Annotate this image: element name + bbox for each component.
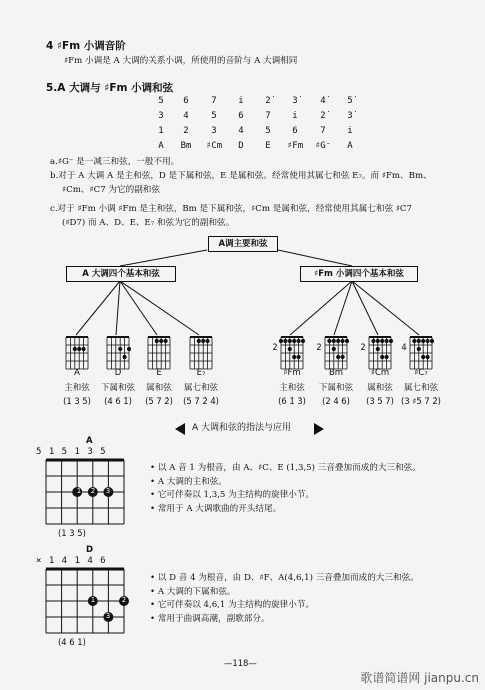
chordD-finger: (4 6 1) <box>58 637 86 647</box>
finger-dot <box>332 347 336 351</box>
finger-dot <box>197 339 201 343</box>
section4-text: ♯Fm 小调是 A 大调的关系小调，所使用的音阶与 A 大调相同 <box>64 56 298 66</box>
bullet-item: • 以 D 音 4 为根音，由 D、♯F、A(4,6,1) 三音叠加而成的大三和弦。 <box>150 573 419 583</box>
scale-chord-name: ♯Fm <box>286 141 304 151</box>
finger-dot <box>421 355 425 359</box>
finger-dot <box>118 347 122 351</box>
chordA-tab: 5 1 5 1 3 5 <box>36 447 107 457</box>
chord-function: 下属和弦 <box>100 383 135 393</box>
scale-note: 3 <box>158 111 164 121</box>
chord-function: 属七和弦 <box>183 383 218 393</box>
scale-note: 6 <box>238 111 244 121</box>
chord-diagram <box>408 336 434 370</box>
finger-dot <box>336 355 340 359</box>
scale-note: 7 <box>211 96 217 106</box>
finger-dot <box>288 339 292 343</box>
chord-diagram <box>146 336 172 370</box>
chord-diagram <box>188 336 214 370</box>
chordA-dot-2: 2 <box>90 487 96 495</box>
scale-chord-name: Bm <box>180 141 192 151</box>
chord-notes: (1 3 5) <box>63 396 91 406</box>
chord-diagram <box>279 336 305 370</box>
finger-dot <box>73 347 77 351</box>
finger-dot <box>341 355 345 359</box>
chordD-fretboard <box>40 567 130 635</box>
chord-function: 下属和弦 <box>318 383 353 393</box>
finger-dot <box>417 339 421 343</box>
chordD-bullets <box>150 572 419 626</box>
finger-dot <box>297 339 301 343</box>
finger-dot <box>201 339 205 343</box>
chordA-name: A <box>86 436 93 446</box>
chordA-dot-3: 3 <box>105 487 111 495</box>
chordA-dot-1: 1 <box>76 487 82 495</box>
section4-heading: 4 ♯Fm 小调音阶 <box>46 40 126 52</box>
finger-dot <box>376 347 380 351</box>
finger-dot <box>426 339 430 343</box>
scale-note: 4 <box>238 126 244 136</box>
scale-note: 2̇ <box>320 111 326 121</box>
bullet-item: • 它可伴奏以 1,3,5 为主结构的旋律小节。 <box>150 490 315 500</box>
chord-notes: (5 7 2̇) <box>145 396 173 406</box>
finger-dot <box>385 355 389 359</box>
left-arrow-icon <box>175 420 189 432</box>
finger-dot <box>279 339 283 343</box>
chord-notes: (2 4 6) <box>322 396 350 406</box>
chordD-name: D <box>86 545 94 555</box>
note-b: b.对于 A 大调 A 是主和弦，D 是下属和弦，E 是属和弦。经常使用其属七和弦 E₇。而 ♯Fm、Bm、 <box>50 171 432 181</box>
fret-position-marker: 4 <box>401 342 407 352</box>
scale-note: 7 <box>265 111 271 121</box>
scale-note: 5 <box>211 111 217 121</box>
finger-dot <box>327 339 331 343</box>
finger-dot <box>430 339 434 343</box>
fret-position-marker: 2 <box>272 342 278 352</box>
finger-dot <box>123 355 127 359</box>
scale-chord-name: A <box>158 141 164 151</box>
finger-dot <box>412 339 416 343</box>
scale-chord-name: A <box>347 141 353 151</box>
tree-right-title: ♯Fm 小调四个基本和弦 <box>300 266 418 282</box>
finger-dot <box>159 339 163 343</box>
scale-note: i <box>347 126 353 136</box>
chordA-bullets <box>150 462 421 516</box>
finger-dot <box>77 347 81 351</box>
chord-function: 属和弦 <box>367 383 393 393</box>
scale-note: i <box>238 96 244 106</box>
chordA-fretboard <box>40 458 130 526</box>
scale-note: 7 <box>320 126 326 136</box>
scale-note: 3̇ <box>292 96 298 106</box>
scale-chord-name: ♯Cm <box>205 141 223 151</box>
section-subtitle: A 大调和弦的指法与应用 <box>192 423 292 433</box>
chord-name: ♯C₇ <box>414 368 428 378</box>
note-c: c.对于 ♯Fm 小调 ♯Fm 是主和弦，Bm 是下属和弦，♯Cm 是属和弦，经常使用其属七和弦 ♯C7 <box>50 204 412 214</box>
finger-dot <box>292 355 296 359</box>
chordD-dot-2: 2 <box>121 596 127 604</box>
chord-name: E₇ <box>196 368 206 378</box>
finger-dot <box>426 355 430 359</box>
finger-dot <box>82 347 86 351</box>
chord-name: ♯Fm <box>283 368 301 378</box>
finger-dot <box>417 347 421 351</box>
chordD-dot-1: 1 <box>90 596 96 604</box>
scale-note: 5 <box>158 96 164 106</box>
page-number: —118— <box>224 658 257 668</box>
note-c-cont: (♯D7) 而 A、D、E、E₇ 和弦为它的副和弦。 <box>62 218 235 228</box>
finger-dot <box>164 339 168 343</box>
chord-name: D <box>114 368 122 378</box>
chord-diagram <box>105 336 131 370</box>
chord-function: 主和弦 <box>64 383 90 393</box>
bullet-item: • A 大调的下属和弦。 <box>150 586 236 597</box>
chord-notes: (3 ♯5 7 2̇) <box>401 396 441 406</box>
finger-dot <box>155 339 159 343</box>
finger-dot <box>421 339 425 343</box>
finger-dot <box>380 339 384 343</box>
finger-dot <box>336 339 340 343</box>
scale-note: 3 <box>211 126 217 136</box>
section5-heading: 5.A 大调与 ♯Fm 小调和弦 <box>46 82 174 94</box>
chord-diagram <box>323 336 349 370</box>
chord-name: A <box>74 368 80 378</box>
scale-note: 5 <box>265 126 271 136</box>
finger-dot <box>283 339 287 343</box>
chord-name: E <box>156 368 162 378</box>
note-a: a.♯G⁻ 是一减三和弦，一般不用。 <box>50 157 180 167</box>
chord-diagram <box>367 336 393 370</box>
tree-left-title: A 大调四个基本和弦 <box>66 266 176 282</box>
scale-note: 2 <box>183 126 189 136</box>
bullet-item: • A 大调的主和弦。 <box>150 476 227 487</box>
scale-chord-name: E <box>265 141 271 151</box>
scale-chord-name: D <box>238 141 244 151</box>
chordD-tab: × 1 4 1 4 6 <box>36 556 107 566</box>
chordA-finger: (1 3 5) <box>58 528 86 538</box>
chord-notes: (6 1̇ 3̇) <box>278 396 306 406</box>
scale-note: 3̇ <box>347 111 353 121</box>
finger-dot <box>127 347 131 351</box>
chord-name: ♯Cm <box>370 368 390 378</box>
scale-note: 2̇ <box>265 96 271 106</box>
finger-dot <box>371 339 375 343</box>
scale-note: 1 <box>158 126 164 136</box>
finger-dot <box>297 355 301 359</box>
finger-dot <box>341 339 345 343</box>
finger-dot <box>376 339 380 343</box>
finger-dot <box>380 355 384 359</box>
bullet-item: • 常用于 A 大调歌曲的开头结尾。 <box>150 503 282 514</box>
tree-root: A调主要和弦 <box>208 236 278 252</box>
finger-dot <box>292 339 296 343</box>
chord-notes: (3 5 7) <box>366 396 394 406</box>
finger-dot <box>385 339 389 343</box>
scale-chord-name: ♯G⁻ <box>314 141 332 151</box>
bullet-item: • 它可伴奏以 4,6,1 为主结构的旋律小节。 <box>150 600 315 610</box>
chord-name: Bm <box>328 368 344 378</box>
finger-dot <box>301 339 305 343</box>
scale-note: i <box>292 111 298 121</box>
watermark: 歌谱简谱网 jianpu.cn <box>360 671 479 685</box>
chord-diagram <box>64 336 90 370</box>
scale-note: 6 <box>183 96 189 106</box>
finger-dot <box>389 339 393 343</box>
bullet-item: • 以 A 音 1 为根音，由 A、♯C、E (1,3,5) 三音叠加而成的大三和弦。 <box>150 463 421 473</box>
chord-function: 属七和弦 <box>403 383 438 393</box>
finger-dot <box>345 339 349 343</box>
scale-note: 4 <box>183 111 189 121</box>
finger-dot <box>332 339 336 343</box>
finger-dot <box>288 347 292 351</box>
scale-note: 4̇ <box>320 96 326 106</box>
fret-position-marker: 2 <box>316 342 322 352</box>
scale-note: 6 <box>292 126 298 136</box>
chord-notes: (5 7 2̇ 4̇) <box>183 396 219 406</box>
finger-dot <box>206 339 210 343</box>
chord-notes: (4 6 1̇) <box>104 396 132 406</box>
note-b-cont: ♯Cm、♯C7 为它的副和弦 <box>62 185 160 195</box>
scale-note: 5̇ <box>347 96 353 106</box>
fret-position-marker: 2 <box>360 342 366 352</box>
bullet-item: • 常用于曲调高潮，副歌部分。 <box>150 613 270 624</box>
chordD-dot-3: 3 <box>105 612 111 620</box>
right-arrow-icon <box>314 420 326 432</box>
chord-function: 主和弦 <box>279 383 305 393</box>
chord-function: 属和弦 <box>146 383 172 393</box>
